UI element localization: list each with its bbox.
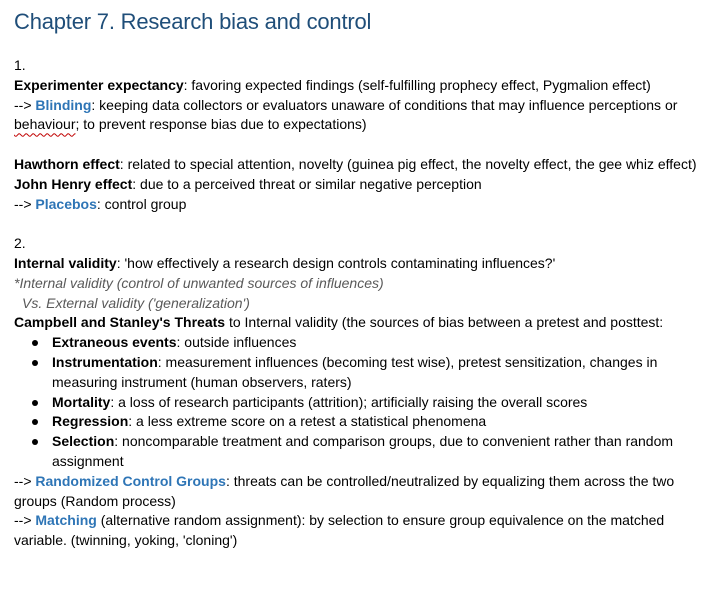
blinding-line — [14, 96, 702, 136]
matching-line — [14, 511, 702, 551]
placebos-line — [14, 195, 702, 215]
blank-line — [14, 214, 702, 234]
threat-term: Extraneous events — [52, 334, 177, 351]
john-henry-term: John Henry effect — [14, 175, 133, 192]
hawthorn-term: Hawthorn effect — [14, 155, 120, 172]
matching-desc: (alternative random assignment): by selection to ensure group equivalence on the matched variable. (twinning, yoking, 'cloning') — [14, 512, 665, 549]
threat-item — [52, 412, 702, 432]
placebos-desc: : control group — [96, 195, 187, 212]
chapter-title: Chapter 7. Research bias and control — [14, 9, 372, 34]
misspelled-word[interactable]: behaviour — [14, 116, 76, 133]
internal-validity-term: Internal validity — [14, 254, 117, 271]
placebos-arrow: --> — [14, 195, 36, 212]
experimenter-expectancy-line — [14, 76, 702, 96]
internal-validity-desc: : 'how effectively a research design controls contaminating influences?' — [116, 254, 556, 271]
placebos-term: Placebos — [35, 195, 97, 212]
threats-list — [14, 333, 702, 472]
threat-term: Instrumentation — [52, 353, 158, 370]
blinding-term: Blinding — [35, 96, 92, 113]
threat-desc: : noncomparable treatment and comparison groups, due to convenient rather than random assignment — [52, 433, 674, 469]
hawthorn-desc: : related to special attention, novelty (guinea pig effect, the novelty effect, the gee whiz effect) — [119, 155, 697, 172]
threat-item — [52, 393, 702, 413]
threat-term: Selection — [52, 433, 115, 450]
rcg-term: Randomized Control Groups — [35, 472, 226, 489]
threat-desc: : a less extreme score on a retest a statistical phenomena — [128, 413, 487, 430]
john-henry-line — [14, 175, 702, 195]
threat-desc: : a loss of research participants (attrition); artificially raising the overall scores — [110, 393, 588, 410]
section-2-number: 2. — [14, 235, 26, 252]
external-validity-note: Vs. External validity ('generalization') — [22, 294, 250, 311]
experimenter-term: Experimenter expectancy — [14, 76, 184, 93]
threat-term: Mortality — [52, 393, 111, 410]
rcg-arrow: --> — [14, 472, 36, 489]
blinding-desc-a: : keeping data collectors or evaluators unaware of conditions that may influence perceptions or — [91, 96, 678, 113]
threat-desc: : outside influences — [176, 334, 297, 351]
section-1-number: 1. — [14, 57, 26, 73]
hawthorn-line — [14, 155, 702, 175]
blinding-desc-b: ; to prevent response bias due to expectations) — [75, 116, 367, 133]
internal-validity-note: *Internal validity (control of unwanted sources of influences) — [14, 274, 384, 291]
threat-item — [52, 432, 702, 472]
threats-line — [14, 313, 702, 333]
threat-desc: : measurement influences (becoming test wise), pretest sensitization, changes in measuring instrument (human observers, raters) — [52, 353, 658, 390]
blinding-arrow: --> — [14, 96, 36, 113]
matching-term: Matching — [35, 512, 97, 529]
threat-term: Regression — [52, 413, 129, 430]
threat-item — [52, 353, 702, 393]
threats-term: Campbell and Stanley's Threats — [14, 314, 226, 331]
threat-item — [52, 333, 702, 353]
internal-validity-line — [14, 254, 702, 274]
experimenter-desc: : favoring expected findings (self-fulfilling prophecy effect, Pygmalion effect) — [183, 76, 651, 93]
randomized-control-line — [14, 472, 702, 512]
rcg-desc: : threats can be controlled/neutralized by equalizing them across the two groups (Random process) — [14, 472, 675, 509]
blank-line — [14, 135, 702, 155]
matching-arrow: --> — [14, 512, 36, 529]
threats-desc: to Internal validity (the sources of bias between a pretest and posttest: — [225, 314, 664, 331]
john-henry-desc: : due to a perceived threat or similar negative perception — [132, 175, 482, 192]
